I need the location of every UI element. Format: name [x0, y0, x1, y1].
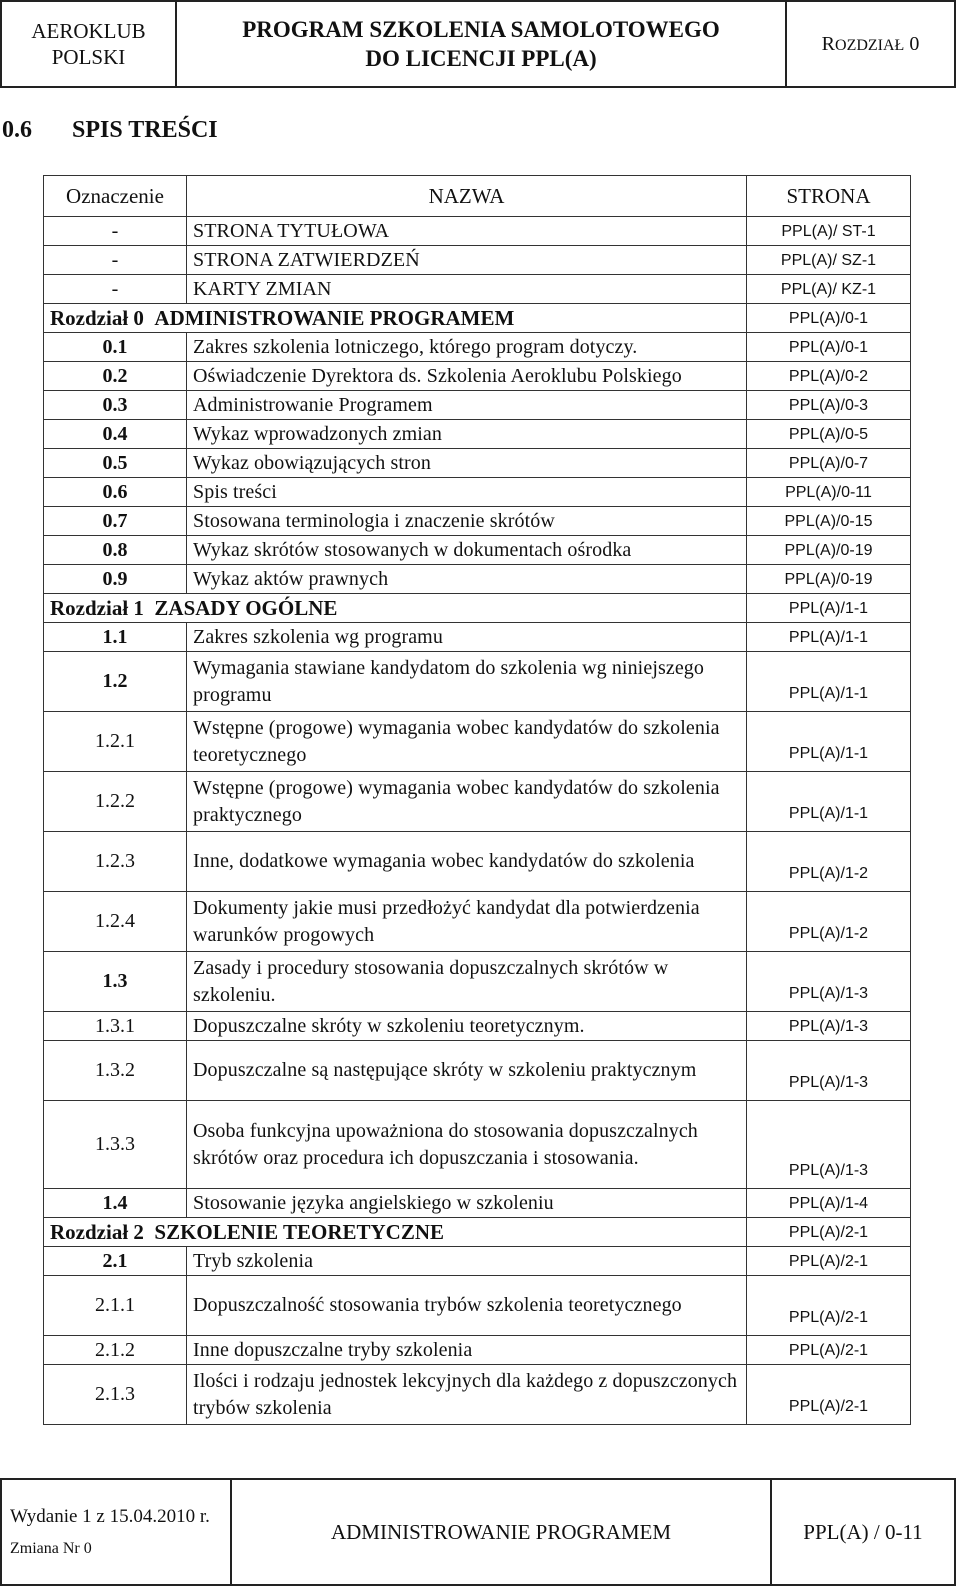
- section-heading: [2, 117, 218, 144]
- toc-entry-title: Wykaz obowiązujących stron: [187, 449, 747, 478]
- toc-entry-title: Wykaz skrótów stosowanych w dokumentach ośrodka: [187, 536, 747, 565]
- toc-chapter-row: [44, 1218, 911, 1247]
- toc-entry-number: 2.1: [44, 1247, 187, 1276]
- toc-entry-row: [44, 772, 911, 832]
- chapter-label: [822, 33, 920, 56]
- toc-entry-row: [44, 892, 911, 952]
- toc-chapter-row: [44, 594, 911, 623]
- section-number: 0.6: [2, 117, 32, 143]
- toc-page-ref: PPL(A)/2-1: [747, 1247, 911, 1276]
- chapter-heading-label: Rozdział 0: [50, 305, 144, 330]
- toc-page-ref: PPL(A)/0-19: [747, 536, 911, 565]
- toc-entry-row: [44, 362, 911, 391]
- toc-entry-title: Wykaz aktów prawnych: [187, 565, 747, 594]
- toc-page-ref: PPL(A)/0-19: [747, 565, 911, 594]
- toc-entry-row: [44, 1101, 911, 1189]
- toc-entry-title: Stosowanie języka angielskiego w szkoleniu: [187, 1189, 747, 1218]
- toc-entry-title: KARTY ZMIAN: [187, 275, 747, 304]
- toc-entry-title: Stosowana terminologia i znaczenie skrótów: [187, 507, 747, 536]
- toc-entry-row: [44, 536, 911, 565]
- toc-entry-number: 0.4: [44, 420, 187, 449]
- toc-entry-row: [44, 1041, 911, 1101]
- toc-entry-title: Wstępne (progowe) wymagania wobec kandydatów do szkolenia praktycznego: [187, 772, 747, 832]
- column-header-number: Oznaczenie: [44, 176, 187, 217]
- toc-page-ref: PPL(A)/1-3: [747, 1041, 911, 1101]
- org-name-line1: AEROKLUB: [31, 19, 146, 43]
- toc-page-ref: PPL(A)/1-1: [747, 652, 911, 712]
- org-name-line2: POLSKI: [51, 45, 126, 69]
- chapter-cell: [787, 2, 954, 86]
- toc-entry-row: [44, 333, 911, 362]
- org-name-cell: [2, 2, 177, 86]
- toc-entry-row: [44, 420, 911, 449]
- toc-page-ref: PPL(A)/2-1: [747, 1336, 911, 1365]
- toc-page-ref: PPL(A)/2-1: [747, 1365, 911, 1425]
- toc-entry-title: Wymagania stawiane kandydatom do szkolenia wg niniejszego programu: [187, 652, 747, 712]
- toc-page-ref: PPL(A)/0-1: [747, 333, 911, 362]
- toc-entry-title: Dopuszczalność stosowania trybów szkolenia teoretycznego: [187, 1276, 747, 1336]
- toc-entry-title: Dokumenty jakie musi przedłożyć kandydat dla potwierdzenia warunków progowych: [187, 892, 747, 952]
- toc-entry-row: [44, 952, 911, 1012]
- toc-page-ref: PPL(A)/1-2: [747, 892, 911, 952]
- toc-entry-number: 0.8: [44, 536, 187, 565]
- toc-entry-title: Zakres szkolenia wg programu: [187, 623, 747, 652]
- toc-page-ref: PPL(A)/1-3: [747, 952, 911, 1012]
- toc-entry-number: 1.3: [44, 952, 187, 1012]
- toc-entry-title: Dopuszczalne są następujące skróty w szkoleniu praktycznym: [187, 1041, 747, 1101]
- toc-entry-number: 0.6: [44, 478, 187, 507]
- chapter-number: 0: [909, 32, 920, 55]
- toc-page-ref: PPL(A)/1-2: [747, 832, 911, 892]
- document-title-cell: [177, 2, 787, 86]
- toc-entry-number: 1.3.1: [44, 1012, 187, 1041]
- toc-entry-number: 2.1.1: [44, 1276, 187, 1336]
- toc-entry-row: [44, 1336, 911, 1365]
- toc-entry-title: Inne, dodatkowe wymagania wobec kandydatów do szkolenia: [187, 832, 747, 892]
- toc-chapter-row: [44, 304, 911, 333]
- toc-page-ref: PPL(A)/1-1: [747, 712, 911, 772]
- toc-page-ref: PPL(A)/1-3: [747, 1012, 911, 1041]
- toc-entry-number: 1.3.2: [44, 1041, 187, 1101]
- toc-page-ref: PPL(A)/2-1: [747, 1276, 911, 1336]
- toc-entry-row: [44, 652, 911, 712]
- toc-entry-number: 0.3: [44, 391, 187, 420]
- toc-entry-number: 2.1.3: [44, 1365, 187, 1425]
- column-header-page: STRONA: [747, 176, 911, 217]
- toc-page-ref: PPL(A)/ ST-1: [747, 217, 911, 246]
- toc-table: [43, 175, 911, 1425]
- toc-entry-row: [44, 623, 911, 652]
- chapter-heading-name: SZKOLENIE TEORETYCZNE: [154, 1219, 445, 1244]
- column-header-name: NAZWA: [187, 176, 747, 217]
- toc-page-ref: PPL(A)/1-1: [747, 594, 911, 623]
- toc-entry-title: Dopuszczalne skróty w szkoleniu teoretycznym.: [187, 1012, 747, 1041]
- toc-entry-row: [44, 507, 911, 536]
- toc-entry-title: Tryb szkolenia: [187, 1247, 747, 1276]
- page-header: [0, 0, 956, 88]
- toc-entry-number: -: [44, 217, 187, 246]
- chapter-word: OZDZIAŁ: [835, 36, 905, 54]
- toc-page-ref: PPL(A)/0-15: [747, 507, 911, 536]
- chapter-initial: R: [821, 32, 836, 55]
- toc-entry-number: 0.5: [44, 449, 187, 478]
- toc-entry-title: Wykaz wprowadzonych zmian: [187, 420, 747, 449]
- page-footer: [0, 1478, 956, 1586]
- toc-page-ref: PPL(A)/1-4: [747, 1189, 911, 1218]
- toc-entry-number: 0.9: [44, 565, 187, 594]
- toc-entry-number: 1.4: [44, 1189, 187, 1218]
- toc-entry-number: -: [44, 275, 187, 304]
- toc-entry-row: [44, 1365, 911, 1425]
- chapter-heading-name: ADMINISTROWANIE PROGRAMEM: [154, 305, 515, 330]
- section-title: SPIS TREŚCI: [72, 117, 218, 143]
- footer-page-ref: PPL(A) / 0-11: [803, 1519, 923, 1544]
- toc-entry-title: Spis treści: [187, 478, 747, 507]
- toc-page-ref: PPL(A)/0-2: [747, 362, 911, 391]
- toc-entry-number: 1.3.3: [44, 1101, 187, 1189]
- toc-entry-title: Ilości i rodzaju jednostek lekcyjnych dla każdego z dopuszczonych trybów szkolenia: [187, 1365, 747, 1425]
- toc-entry-title: Osoba funkcyjna upoważniona do stosowania dopuszczalnych skrótów oraz procedura ich dopuszczania i stosowania.: [187, 1101, 747, 1189]
- toc-entry-title: Zakres szkolenia lotniczego, którego program dotyczy.: [187, 333, 747, 362]
- toc-page-ref: PPL(A)/1-1: [747, 623, 911, 652]
- toc-entry-row: [44, 565, 911, 594]
- toc-page-ref: PPL(A)/ SZ-1: [747, 246, 911, 275]
- toc-entry-row: [44, 1247, 911, 1276]
- toc-entry-number: 1.1: [44, 623, 187, 652]
- toc-entry-title: STRONA ZATWIERDZEŃ: [187, 246, 747, 275]
- toc-entry-row: [44, 712, 911, 772]
- toc-entry-number: 0.1: [44, 333, 187, 362]
- document-title-line2: DO LICENCJI PPL(A): [365, 46, 597, 71]
- toc-entry-row: [44, 1189, 911, 1218]
- chapter-heading-cell: [44, 594, 747, 623]
- toc-entry-title: Administrowanie Programem: [187, 391, 747, 420]
- toc-entry-title: Wstępne (progowe) wymagania wobec kandydatów do szkolenia teoretycznego: [187, 712, 747, 772]
- toc-entry-title: STRONA TYTUŁOWA: [187, 217, 747, 246]
- toc-page-ref: PPL(A)/0-3: [747, 391, 911, 420]
- toc-page-ref: PPL(A)/0-11: [747, 478, 911, 507]
- toc-page-ref: PPL(A)/0-7: [747, 449, 911, 478]
- toc-entry-title: Zasady i procedury stosowania dopuszczalnych skrótów w szkoleniu.: [187, 952, 747, 1012]
- toc-header-row: [44, 176, 911, 217]
- toc-entry-title: Oświadczenie Dyrektora ds. Szkolenia Aeroklubu Polskiego: [187, 362, 747, 391]
- toc-entry-row: [44, 1012, 911, 1041]
- chapter-heading-label: Rozdział 1: [50, 595, 144, 620]
- toc-page-ref: PPL(A)/1-1: [747, 772, 911, 832]
- footer-edition-cell: [2, 1480, 232, 1584]
- chapter-heading-label: Rozdział 2: [50, 1219, 144, 1244]
- chapter-heading-cell: [44, 304, 747, 333]
- toc-entry-number: 2.1.2: [44, 1336, 187, 1365]
- toc-entry-row: [44, 391, 911, 420]
- toc-page-ref: PPL(A)/ KZ-1: [747, 275, 911, 304]
- toc-page-ref: PPL(A)/1-3: [747, 1101, 911, 1189]
- toc-entry-number: -: [44, 246, 187, 275]
- toc-entry-title: Inne dopuszczalne tryby szkolenia: [187, 1336, 747, 1365]
- toc-entry-number: 0.2: [44, 362, 187, 391]
- toc-entry-number: 1.2.4: [44, 892, 187, 952]
- chapter-heading-cell: [44, 1218, 747, 1247]
- toc-page-ref: PPL(A)/2-1: [747, 1218, 911, 1247]
- toc-entry-row: [44, 217, 911, 246]
- toc-entry-number: 1.2: [44, 652, 187, 712]
- toc-entry-row: [44, 246, 911, 275]
- chapter-heading-name: ZASADY OGÓLNE: [154, 595, 338, 620]
- toc-entry-row: [44, 832, 911, 892]
- footer-title: ADMINISTROWANIE PROGRAMEM: [232, 1480, 772, 1584]
- toc-entry-number: 1.2.3: [44, 832, 187, 892]
- footer-change: Zmiana Nr 0: [10, 1540, 92, 1557]
- toc-page-ref: PPL(A)/0-5: [747, 420, 911, 449]
- footer-edition: Wydanie 1 z 15.04.2010 r.: [10, 1506, 210, 1527]
- document-title-line1: PROGRAM SZKOLENIA SAMOLOTOWEGO: [242, 17, 720, 42]
- toc-entry-number: 1.2.2: [44, 772, 187, 832]
- toc-entry-row: [44, 1276, 911, 1336]
- toc-entry-number: 0.7: [44, 507, 187, 536]
- toc-page-ref: PPL(A)/0-1: [747, 304, 911, 333]
- toc-entry-number: 1.2.1: [44, 712, 187, 772]
- toc-entry-row: [44, 478, 911, 507]
- toc-entry-row: [44, 449, 911, 478]
- toc-entry-row: [44, 275, 911, 304]
